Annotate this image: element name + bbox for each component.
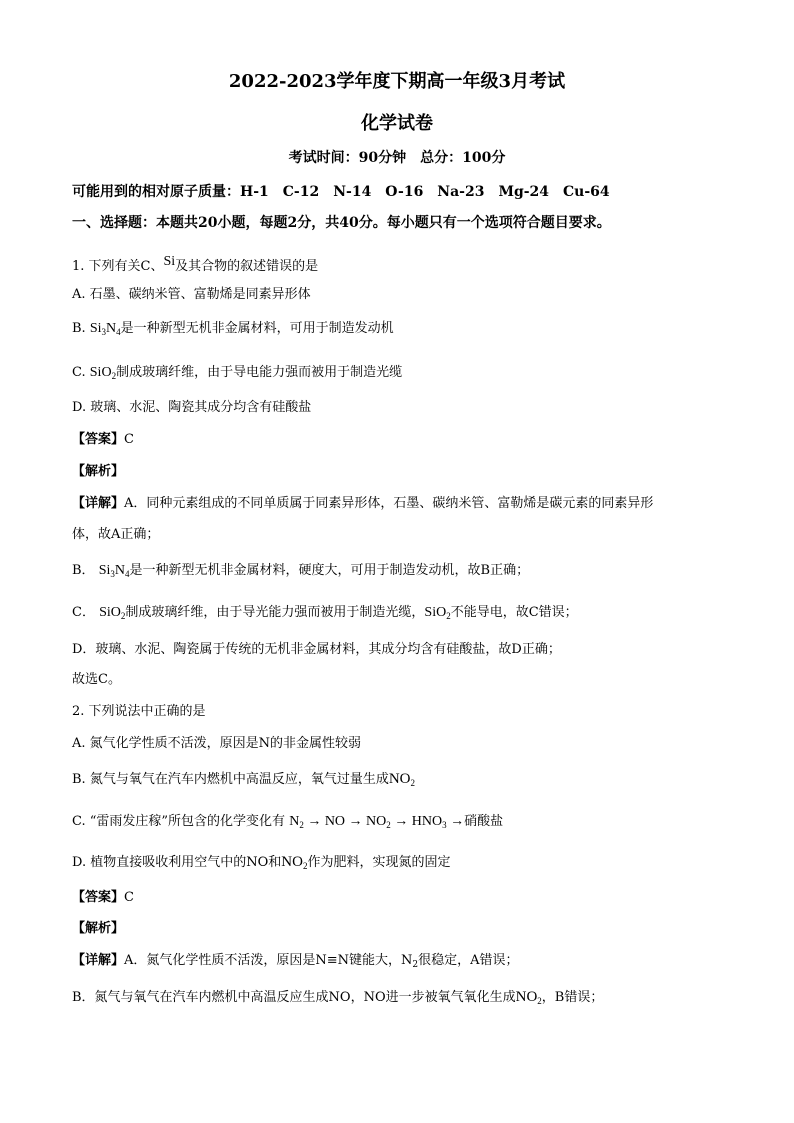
q1-detail-b: B． $Si_3N_4$是一种新型无机非金属材料，硬度大，可用于制造发动机，故B正确； (72, 563, 530, 579)
q1-answer: 【答案】C (72, 432, 134, 447)
q1-detail-a-line1: 【详解】A．同种元素组成的不同单质属于同素异形体，石墨、碳纳米管、富勒烯是碳元素的同素异形 (72, 496, 654, 511)
q2-answer: 【答案】C (72, 890, 134, 905)
q1-detail-a-line2: 体，故A正确； (72, 527, 160, 542)
q1-detail-d: D．玻璃、水泥、陶瓷属于传统的无机非金属材料，其成分均含有硅酸盐，故D正确； (72, 642, 561, 657)
section-heading: 一、选择题：本题共20小题，每题2分，共40分。每小题只有一个选项符合题目要求。 (72, 215, 611, 231)
formula-chain: $N_2$ → NO → $NO_2 \to HNO_3$ → (289, 814, 465, 830)
q2-option-a: A. 氮气化学性质不活泼，原因是N的非金属性较弱 (72, 736, 362, 751)
q1-option-a: A. 石墨、碳纳米管、富勒烯是同素异形体 (72, 287, 311, 302)
exam-info: 考试时间：90分钟 总分：100分 (288, 150, 506, 166)
formula-si3n4: $Si_3N_4$ (89, 321, 121, 337)
q2-option-b: B. 氮气与氧气在汽车内燃机中高温反应，氧气过量生成$NO_2$ (72, 771, 415, 788)
q1-stem: 1. 下列有关C、Si及其合物的叙述错误的是 (72, 254, 319, 274)
q1-option-c: C. SiO$_2$制成玻璃纤维，由于导电能力强而被用于制造光缆 (72, 365, 403, 381)
q1-detail-c: C． SiO$_2$制成玻璃纤维，由于导光能力强而被用于制造光缆，SiO$_2$不能导电，故C错误； (72, 605, 578, 621)
q1-option-b: B. $Si_3N_4$是一种新型无机非金属材料，可用于制造发动机 (72, 321, 394, 337)
q1-analysis-tag: 【解析】 (72, 464, 125, 479)
q2-option-d: D. 植物直接吸收利用空气中的NO和$NO_2$作为肥料，实现氮的固定 (72, 854, 451, 871)
q2-detail-b: B．氮气与氧气在汽车内燃机中高温反应生成NO，NO进一步被氧气氧化生成$NO_2$，B错误； (72, 989, 604, 1006)
exam-title: 2022-2023学年度下期高一年级3月考试 (228, 71, 566, 92)
q2-detail-a: 【详解】A．氮气化学性质不活泼，原因是N≡N键能大，$N_2$很稳定，A错误； (72, 953, 519, 970)
exam-subtitle: 化学试卷 (361, 113, 433, 134)
formula-sio2: SiO$_2$ (89, 365, 117, 381)
q2-analysis-tag: 【解析】 (72, 921, 125, 936)
q2-stem: 2. 下列说法中正确的是 (72, 704, 206, 719)
atomic-masses: 可能用到的相对原子质量：H-1 C-12 N-14 O-16 Na-23 Mg-24 Cu-64 (72, 184, 610, 200)
q2-option-c: C. “雷雨发庄稼”所包含的化学变化有 $N_2$ → NO → $NO_2 \to HNO_3$ →硝酸盐 (72, 814, 504, 830)
q1-option-d: D. 玻璃、水泥、陶瓷其成分均含有硅酸盐 (72, 400, 312, 415)
q1-conclusion: 故选C。 (72, 672, 121, 687)
